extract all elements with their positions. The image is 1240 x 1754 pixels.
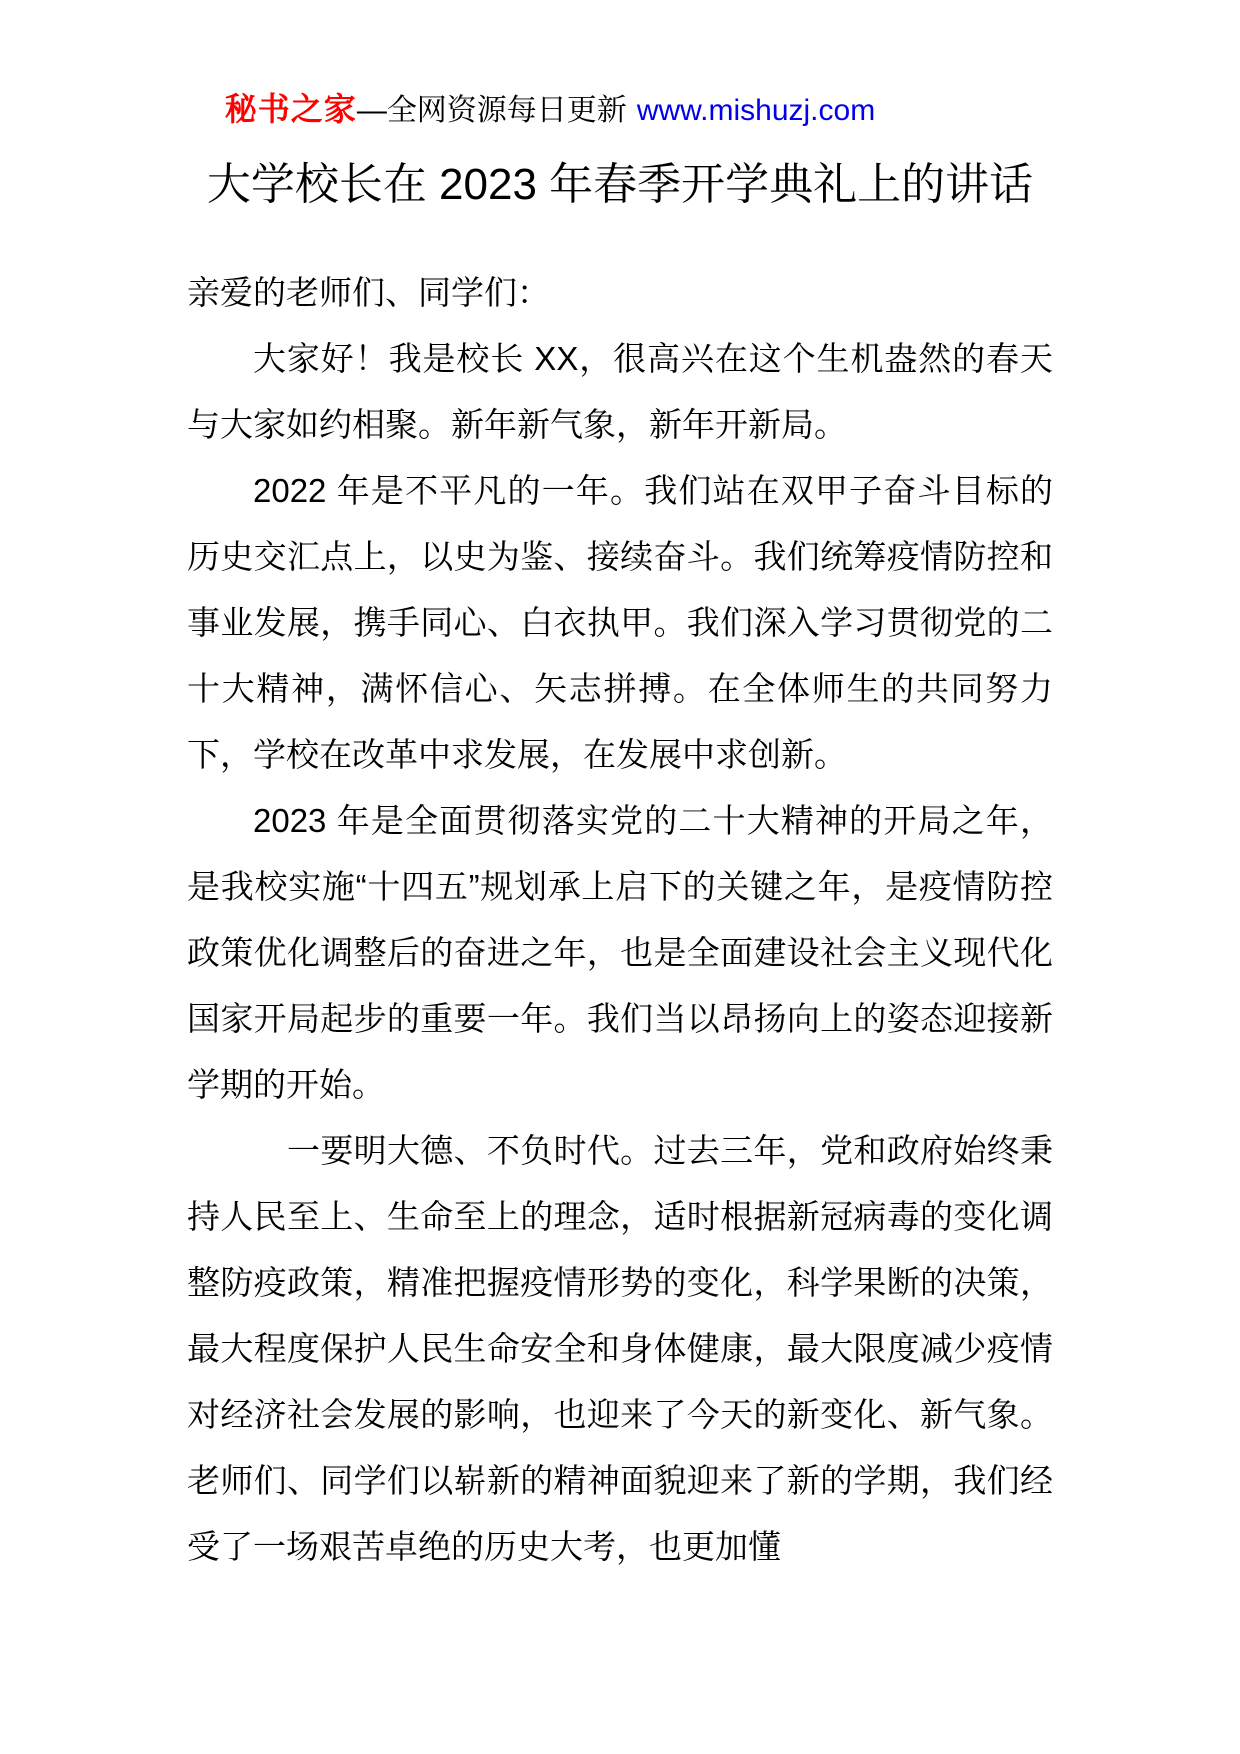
site-header xyxy=(0,88,1240,132)
document-body xyxy=(187,260,1053,1580)
site-url-link[interactable]: www.mishuzj.com xyxy=(636,94,876,127)
first-point-paragraph: 一要明大德、不负时代。过去三年，党和政府始终秉持人民至上、生命至上的理念，适时根据新冠病毒的变化调整防疫政策，精准把握疫情形势的变化，科学果断的决策，最大程度保护人民生命安全和身体健康，最大限度减少疫情对经济社会发展的影响，也迎来了今天的新变化、新气象。老师们、同学们以崭新的精神面貌迎来了新的学期，我们经受了一场艰苦卓绝的历史大考，也更加懂 xyxy=(187,1132,1053,1565)
site-brand: 秘书之家 xyxy=(224,91,357,127)
salutation-paragraph: 亲爱的老师们、同学们： xyxy=(187,274,550,311)
site-tagline: —全网资源每日更新 xyxy=(356,94,627,127)
greeting-paragraph: 大家好！我是校长 XX，很高兴在这个生机盎然的春天与大家如约相聚。新年新气象，新年开新局。 xyxy=(187,340,1053,443)
year-2022-review-paragraph: 2022 年是不平凡的一年。我们站在双甲子奋斗目标的历史交汇点上，以史为鉴、接续奋斗。我们统筹疫情防控和事业发展，携手同心、白衣执甲。我们深入学习贯彻党的二十大精神，满怀信心、矢志拼搏。在全体师生的共同努力下，学校在改革中求发展，在发展中求创新。 xyxy=(187,472,1053,773)
year-2023-outlook-paragraph: 2023 年是全面贯彻落实党的二十大精神的开局之年，是我校实施“十四五”规划承上启下的关键之年，是疫情防控政策优化调整后的奋进之年，也是全面建设社会主义现代化国家开局起步的重要一年。我们当以昂扬向上的姿态迎接新学期的开始。 xyxy=(187,802,1053,1103)
document-title: 大学校长在 2023 年春季开学典礼上的讲话 xyxy=(206,160,1034,209)
